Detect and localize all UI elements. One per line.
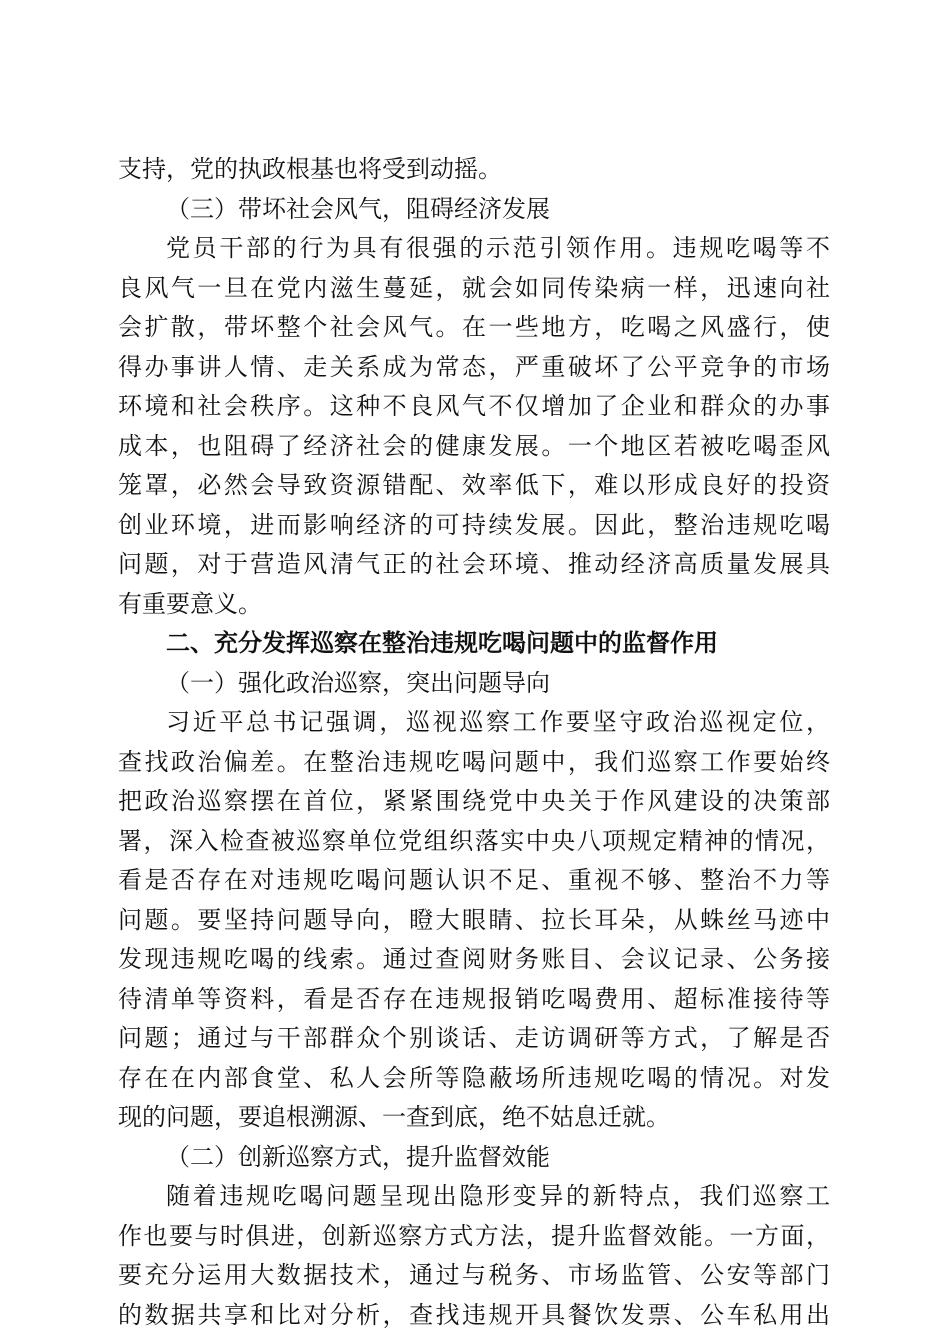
- paragraph-line: 随着违规吃喝问题呈现出隐形变异的新特点，我们巡察工: [166, 1182, 830, 1210]
- subheading-one: （一）强化政治巡察，突出问题导向: [166, 668, 550, 697]
- paragraph-line: 要充分运用大数据技术，通过与税务、市场监管、公安等部门: [118, 1261, 830, 1289]
- paragraph-line: 笼罩，必然会导致资源错配、效率低下，难以形成良好的投资: [118, 471, 830, 499]
- paragraph-line: 成本，也阻碍了经济社会的健康发展。一个地区若被吃喝歪风: [118, 431, 830, 460]
- paragraph-line: 署，深入检查被巡察单位党组织落实中央八项规定精神的情况，: [118, 826, 830, 855]
- paragraph-line: 问题。要坚持问题导向，瞪大眼睛、拉长耳朵，从蛛丝马迹中: [118, 905, 830, 934]
- paragraph-line: 问题；通过与干部群众个别谈话、走访调研等方式，了解是否: [118, 1024, 830, 1052]
- section-heading-two: 二、充分发挥巡察在整治违规吃喝问题中的监督作用: [166, 629, 718, 657]
- paragraph-line: 有重要意义。: [118, 589, 262, 618]
- paragraph-line: 作也要与时俱进，创新巡察方式方法，提升监督效能。一方面，: [118, 1221, 830, 1250]
- paragraph-political-inspection: [118, 703, 830, 1138]
- paragraph-line: 环境和社会秩序。这种不良风气不仅增加了企业和群众的办事: [118, 392, 830, 420]
- paragraph-continuation: [118, 150, 830, 190]
- paragraph-line: 良风气一旦在党内滋生蔓延，就会如同传染病一样，迅速向社: [118, 273, 830, 302]
- paragraph-line: 会扩散，带坏整个社会风气。在一些地方，吃喝之风盛行，使: [118, 313, 830, 341]
- paragraph-line: 支持，党的执政根基也将受到动摇。: [118, 155, 502, 183]
- paragraph-social-atmosphere: [118, 229, 830, 624]
- document-body: [118, 150, 830, 1335]
- paragraph-line: 创业环境，进而影响经济的可持续发展。因此，整治违规吃喝: [118, 510, 830, 539]
- paragraph-line: 把政治巡察摆在首位，紧紧围绕党中央关于作风建设的决策部: [118, 787, 830, 815]
- paragraph-line: 党员干部的行为具有很强的示范引领作用。违规吃喝等不: [166, 234, 830, 262]
- paragraph-line: 问题，对于营造风清气正的社会环境、推动经济高质量发展具: [118, 550, 830, 578]
- paragraph-line: 的数据共享和比对分析，查找违规开具餐饮发票、公车私用出: [118, 1300, 830, 1329]
- paragraph-line: 得办事讲人情、走关系成为常态，严重破坏了公平竞争的市场: [118, 352, 830, 381]
- paragraph-line: 查找政治偏差。在整治违规吃喝问题中，我们巡察工作要始终: [118, 747, 830, 776]
- subheading-three: （三）带坏社会风气，阻碍经济发展: [166, 194, 550, 223]
- paragraph-line: 现的问题，要追根溯源、一查到底，绝不姑息迁就。: [118, 1103, 670, 1131]
- paragraph-line: 发现违规吃喝的线索。通过查阅财务账目、会议记录、公务接: [118, 945, 830, 973]
- paragraph-line: 待清单等资料，看是否存在违规报销吃喝费用、超标准接待等: [118, 984, 830, 1013]
- paragraph-line: 看是否存在对违规吃喝问题认识不足、重视不够、整治不力等: [118, 866, 830, 894]
- paragraph-line: 存在在内部食堂、私人会所等隐蔽场所违规吃喝的情况。对发: [118, 1063, 830, 1092]
- subheading-two: （二）创新巡察方式，提升监督效能: [166, 1142, 550, 1171]
- paragraph-line: 习近平总书记强调，巡视巡察工作要坚守政治巡视定位，: [166, 708, 830, 736]
- paragraph-innovate-inspection: [118, 1177, 830, 1335]
